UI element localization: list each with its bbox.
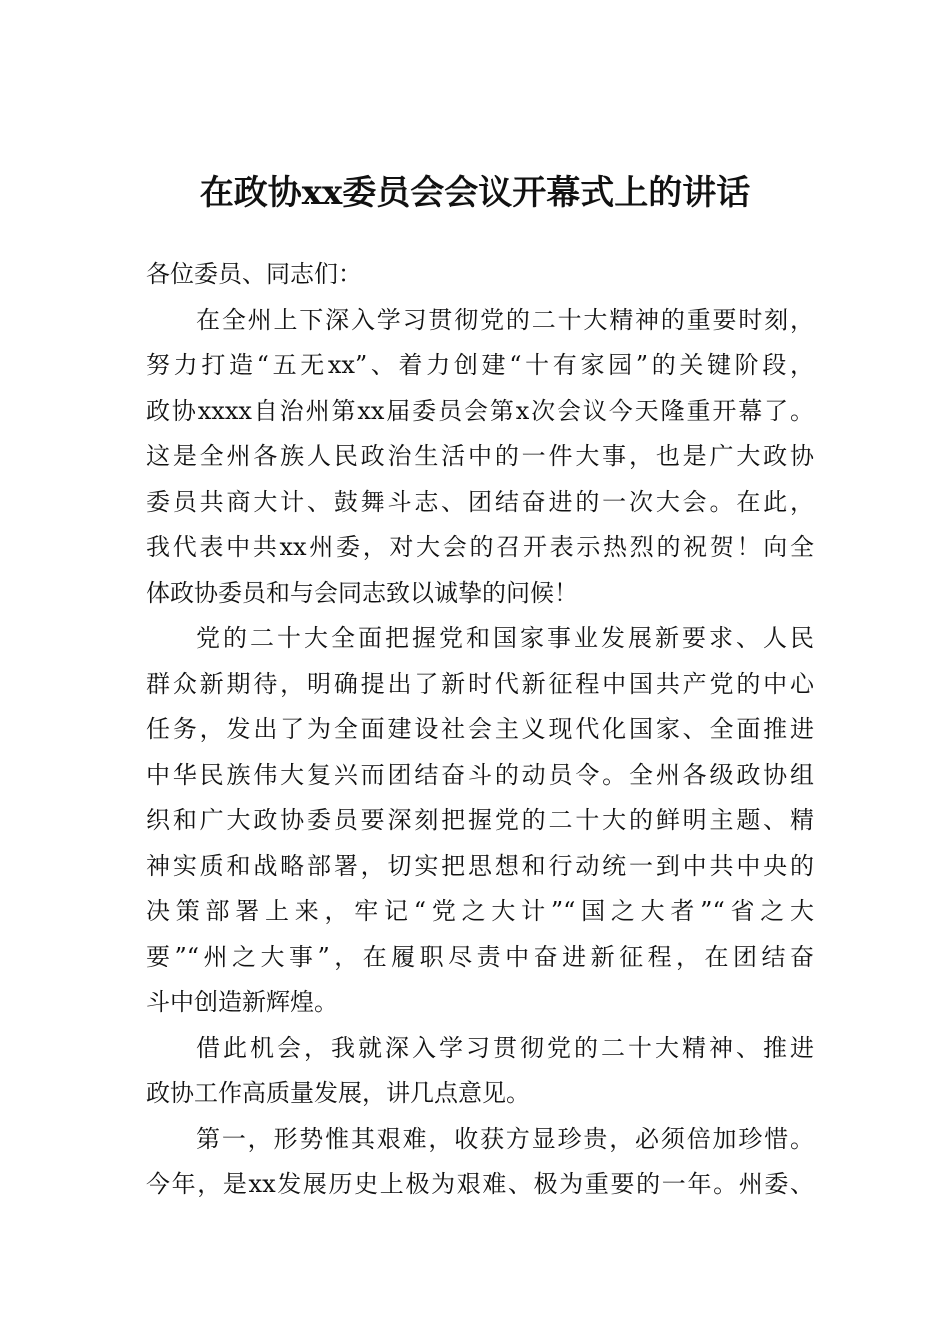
greeting-line: 各位委员、同志们： [146, 260, 362, 288]
text-line: 体政协委员和与会同志致以诚挚的问候！ [146, 578, 578, 607]
text-line: 中华民族伟大复兴而团结奋斗的动员令。全州各级政协组 [146, 760, 814, 789]
text-line: 神实质和战略部署，切实把思想和行动统一到中共中央的 [146, 851, 814, 880]
text-line: 决策部署上来，牢记“党之大计”“国之大者”“省之大 [146, 897, 814, 925]
text-line: 第一，形势惟其艰难，收获方显珍贵，必须倍加珍惜。 [196, 1124, 814, 1153]
text-line: 借此机会，我就深入学习贯彻党的二十大精神、推进 [196, 1033, 814, 1062]
text-line: 斗中创造新辉煌。 [146, 988, 338, 1016]
text-line: 在全州上下深入学习贯彻党的二十大精神的重要时刻， [196, 305, 814, 334]
paragraph-lines [146, 298, 814, 1208]
text-line: 今年，是xx发展历史上极为艰难、极为重要的一年。州委、 [146, 1170, 814, 1198]
text-line: 政协工作高质量发展，讲几点意见。 [146, 1079, 530, 1107]
document-body [146, 252, 814, 1208]
text-line: 我代表中共xx州委，对大会的召开表示热烈的祝贺！向全 [146, 533, 814, 561]
document-title: 在政协xx委员会会议开幕式上的讲话 [199, 173, 751, 213]
text-line: 党的二十大全面把握党和国家事业发展新要求、人民 [196, 624, 814, 652]
text-line: 要”“州之大事”，在履职尽责中奋进新征程，在团结奋 [146, 942, 814, 971]
text-line: 努力打造“五无xx”、着力创建“十有家园”的关键阶段， [146, 351, 814, 379]
text-line: 任务，发出了为全面建设社会主义现代化国家、全面推进 [146, 715, 814, 743]
text-line: 政协xxxx自治州第xx届委员会第x次会议今天隆重开幕了。 [146, 396, 814, 425]
text-line: 织和广大政协委员要深刻把握党的二十大的鲜明主题、精 [146, 806, 814, 834]
text-line: 群众新期待，明确提出了新时代新征程中国共产党的中心 [146, 669, 814, 698]
text-line: 这是全州各族人民政治生活中的一件大事，也是广大政协 [146, 442, 814, 470]
text-line: 委员共商大计、鼓舞斗志、团结奋进的一次大会。在此， [146, 487, 814, 516]
